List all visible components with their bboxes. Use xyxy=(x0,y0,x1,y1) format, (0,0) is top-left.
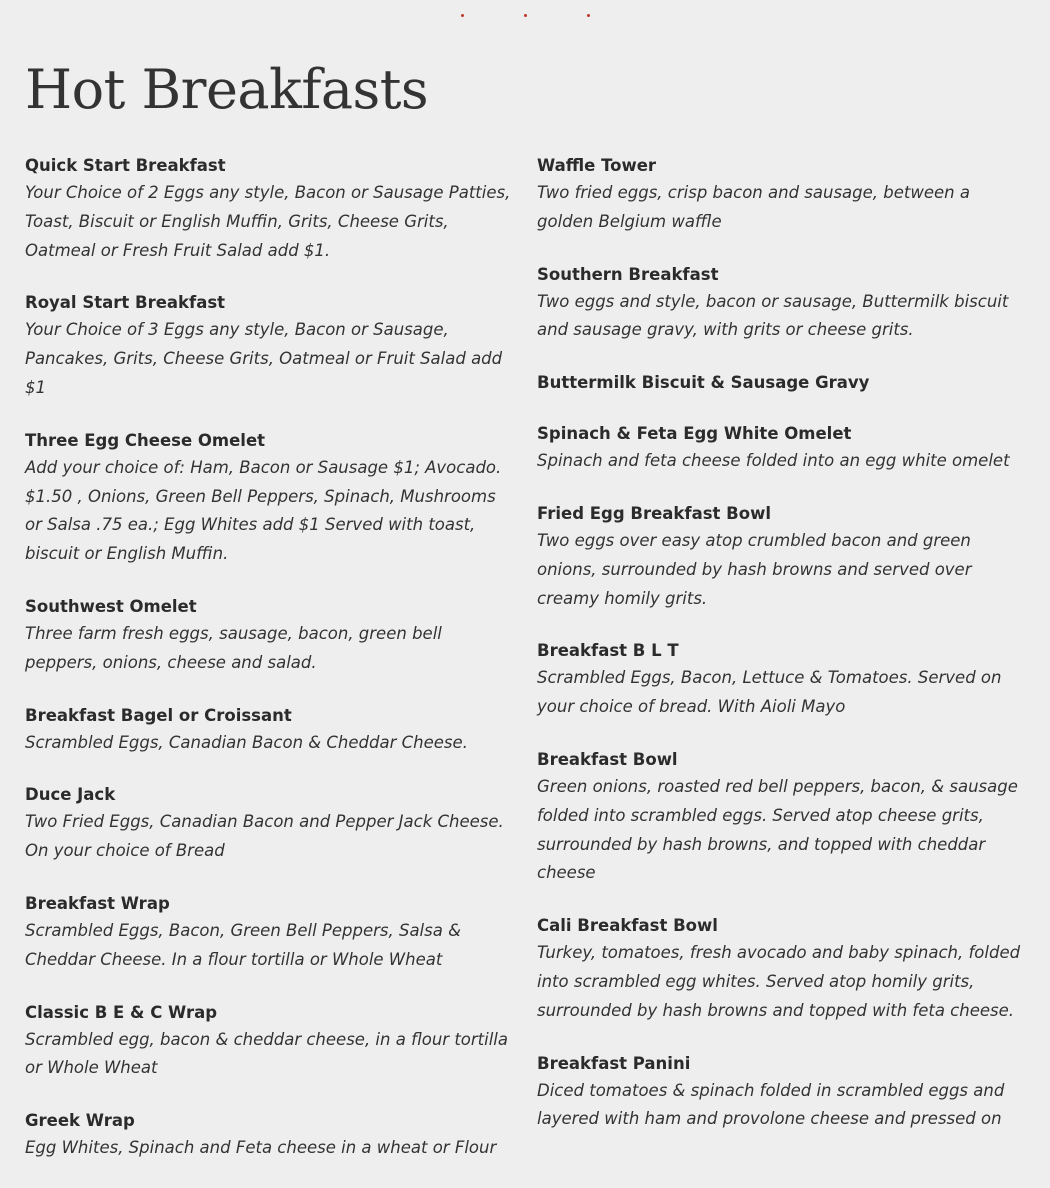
menu-item xyxy=(25,594,515,678)
loading-dot xyxy=(587,14,590,17)
menu-item xyxy=(25,428,515,569)
menu-item-description: Scrambled Eggs, Bacon, Green Bell Peppers, Salsa & Cheddar Cheese. In a flour tortilla or Whole Wheat xyxy=(25,920,461,969)
menu-item xyxy=(537,501,1027,613)
menu-item xyxy=(25,891,515,975)
menu-item-name: Waffle Tower xyxy=(537,156,657,175)
menu-item xyxy=(25,1108,515,1163)
loading-dots xyxy=(0,14,1050,20)
menu-item-name: Duce Jack xyxy=(25,785,116,805)
menu-item-description: Scrambled Eggs, Bacon, Lettuce & Tomatoes. Served on your choice of bread. With Aioli Mayo xyxy=(537,668,1002,717)
menu-item xyxy=(25,290,515,402)
menu-item-description: Two eggs over easy atop crumbled bacon and green onions, surrounded by hash browns and served over creamy homily grits. xyxy=(537,530,972,608)
menu-item-description: Scrambled egg, bacon & cheddar cheese, in a flour tortilla or Whole Wheat xyxy=(25,1029,508,1078)
menu-item-name: Spinach & Feta Egg White Omelet xyxy=(537,424,852,444)
menu-item-description: Green onions, roasted red bell peppers, bacon, & sausage folded into scrambled eggs. Served atop cheese grits, surrounded by hash browns, and topped with cheddar cheese xyxy=(537,776,1018,883)
loading-dot xyxy=(461,14,464,17)
menu-item-name: Breakfast B L T xyxy=(537,641,679,661)
menu-item-name: Southwest Omelet xyxy=(25,596,197,616)
menu-item-description: Two eggs and style, bacon or sausage, Buttermilk biscuit and sausage gravy, with grits or cheese grits. xyxy=(537,291,1009,340)
menu-item-name: Southern Breakfast xyxy=(537,264,719,284)
menu-item xyxy=(25,703,515,758)
menu-item-description: Egg Whites, Spinach and Feta cheese in a wheat or Flour xyxy=(25,1138,497,1158)
menu-item-name: Cali Breakfast Bowl xyxy=(537,916,718,936)
menu-item-name: Breakfast Panini xyxy=(537,1053,691,1073)
menu-item xyxy=(537,1051,1027,1135)
menu-item-name: Classic B E & C Wrap xyxy=(25,1002,218,1022)
menu-item-name: Breakfast Bagel or Croissant xyxy=(25,705,292,725)
loading-dot xyxy=(524,14,527,17)
menu-item-description: Your Choice of 2 Eggs any style, Bacon or Sausage Patties, Toast, Biscuit or English Muffin, Grits, Cheese Grits, Oatmeal or Fresh Fruit Salad add $1. xyxy=(25,183,511,260)
menu-item-description: Scrambled Eggs, Canadian Bacon & Cheddar Cheese. xyxy=(25,732,468,752)
menu-item-name: Quick Start Breakfast xyxy=(25,156,226,175)
menu-item xyxy=(537,153,1027,237)
menu-item xyxy=(537,421,1027,476)
menu-item-name: Greek Wrap xyxy=(25,1111,135,1131)
menu-item-name: Three Egg Cheese Omelet xyxy=(25,430,266,450)
page-title: Hot Breakfasts xyxy=(25,58,429,121)
menu-item-name: Fried Egg Breakfast Bowl xyxy=(537,503,771,523)
menu-item xyxy=(537,262,1027,346)
menu-column-right xyxy=(537,153,1027,1159)
menu-item-description: Two fried eggs, crisp bacon and sausage, between a golden Belgium waffle xyxy=(537,183,970,231)
menu-item-description: Diced tomatoes & spinach folded in scrambled eggs and layered with ham and provolone cheese and pressed on xyxy=(537,1080,1005,1129)
menu-item-name: Royal Start Breakfast xyxy=(25,293,226,313)
menu-item xyxy=(25,1000,515,1084)
menu-item xyxy=(537,913,1027,1025)
menu-item xyxy=(537,370,1027,396)
menu-item-description: Spinach and feta cheese folded into an egg white omelet xyxy=(537,451,1010,471)
menu-item-name: Breakfast Bowl xyxy=(537,749,678,769)
menu-item-description: Add your choice of: Ham, Bacon or Sausage $1; Avocado. $1.50 , Onions, Green Bell Peppers, Spinach, Mushrooms or Salsa .75 ea.; Egg Whites add $1 Served with toast, biscuit or English Muffin. xyxy=(25,457,502,564)
menu-item-description: Turkey, tomatoes, fresh avocado and baby spinach, folded into scrambled egg whites. Served atop homily grits, surrounded by hash browns and topped with feta cheese. xyxy=(537,943,1021,1020)
menu-item-description: Three farm fresh eggs, sausage, bacon, green bell peppers, onions, cheese and salad. xyxy=(25,623,442,672)
menu-item xyxy=(25,782,515,866)
menu-column-left xyxy=(25,153,515,1188)
menu-item xyxy=(537,747,1027,888)
menu-item-description: Two Fried Eggs, Canadian Bacon and Pepper Jack Cheese. On your choice of Bread xyxy=(25,812,504,861)
menu-item-name: Buttermilk Biscuit & Sausage Gravy xyxy=(537,373,870,393)
menu-item xyxy=(537,638,1027,722)
menu-item-description: Your Choice of 3 Eggs any style, Bacon or Sausage, Pancakes, Grits, Cheese Grits, Oatmeal or Fruit Salad add $1 xyxy=(25,320,503,397)
menu-item-name: Breakfast Wrap xyxy=(25,893,170,913)
menu-item xyxy=(25,153,515,265)
